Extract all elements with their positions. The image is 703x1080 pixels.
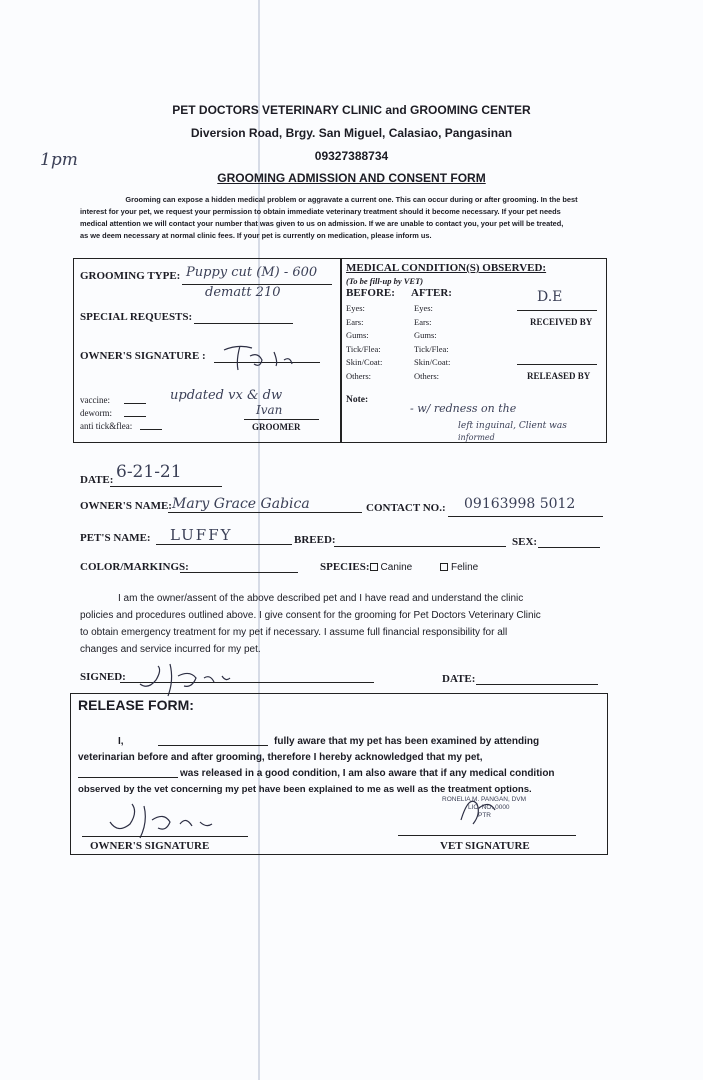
consent-date-label: DATE: [442,673,476,685]
pet-name-value[interactable]: LUFFY [170,526,233,544]
grooming-type-value[interactable]: Puppy cut (M) - 600 [186,265,318,280]
after-eyes: Eyes: [414,303,433,313]
before-skincoat: Skin/Coat: [346,357,383,367]
before-gums: Gums: [346,330,369,340]
consent-line-1: I am the owner/assent of the above described pet and I have read and understand the clinic [118,593,524,604]
sex-label: SEX: [512,536,538,548]
after-ears: Ears: [414,316,432,327]
before-eyes: Eyes: [346,303,365,313]
owner-name-line [168,512,362,513]
consent-line-4: changes and service incurred for my pet. [80,644,261,655]
feline-checkbox[interactable] [440,563,448,571]
release-title: RELEASE FORM: [78,697,194,713]
release-line-4: observed by the vet concerning my pet have been explained to me as well as the treatment options. [78,784,532,795]
note-line-2: left inguinal, Client was [458,421,567,431]
after-gums: Gums: [414,330,437,340]
canine-label: Canine [380,562,413,573]
before-label: BEFORE: [346,287,395,299]
date-value[interactable]: 6-21-21 [116,462,182,482]
owner-name-value[interactable]: Mary Grace Gabica [172,496,310,512]
signed-label: SIGNED: [80,671,126,683]
breed-field[interactable] [334,546,506,547]
release-line-1: fully aware that my pet has been examined by attending [274,736,540,747]
antitick-label: anti tick&flea: [80,421,133,431]
owner-signature-label: OWNER'S SIGNATURE : [80,350,206,362]
form-title: GROOMING ADMISSION AND CONSENT FORM [217,171,486,185]
grooming-type-value-2[interactable]: dematt 210 [205,285,281,300]
special-requests-label: SPECIAL REQUESTS: [80,311,193,323]
before-tickflea: Tick/Flea: [346,343,381,354]
received-initials: D.E [537,289,563,305]
groomer-line [244,419,319,420]
owner-name-label: OWNER'S NAME: [80,500,172,512]
after-others: Others: [414,370,440,381]
consent-line-3: to obtain emergency treatment for my pet if necessary. I assume full financial responsibility for all [80,627,508,638]
table-divider [340,258,342,443]
before-items [346,302,382,383]
date-line [110,486,222,487]
canine-checkbox[interactable] [370,563,378,571]
release-signature-scribble [96,800,226,840]
received-by-label: RECEIVED BY [530,317,593,327]
contact-line [448,516,603,517]
after-items [414,302,450,383]
intro-line-3: medical attention we will contact your number that was given to us on admission. If we are unable to contact you, your pet will be treated, [80,219,564,228]
after-label: AFTER: [411,287,452,299]
medical-title: MEDICAL CONDITION(S) OBSERVED: [346,262,547,274]
species-row [320,561,412,573]
deworm-field[interactable] [124,416,146,417]
release-line-2: veterinarian before and after grooming, therefore I hereby acknowledged that my pet, [78,752,483,763]
released-by-label: RELEASED BY [527,371,591,381]
grooming-type-label: GROOMING TYPE: [80,270,181,282]
vet-stamp-license: LIC. NO. 0000 [468,804,510,811]
consent-date-field[interactable] [476,684,598,685]
intro-line-1: Grooming can expose a hidden medical problem or aggravate a current one. This can occur during or after grooming. In the best [125,195,578,204]
sex-field[interactable] [538,547,600,548]
note-label: Note: [346,395,369,405]
pet-name-line [156,544,292,545]
vet-stamp-name: RONELIA M. PANGAN, DVM [442,796,527,803]
antitick-field[interactable] [140,429,162,430]
release-line-3: was released in a good condition, I am also aware that if any medical condition [180,768,555,779]
vet-stamp-ptr: PTR [478,812,491,819]
release-i: I, [118,736,124,747]
released-line [517,364,597,365]
contact-value[interactable]: 09163998 5012 [464,496,576,512]
pet-name-label: PET'S NAME: [80,532,151,544]
groomer-name: Ivan [256,403,283,417]
special-requests-field[interactable] [194,323,293,324]
clinic-phone: 09327388734 [314,149,389,163]
before-others: Others: [346,370,372,381]
after-tickflea: Tick/Flea: [414,343,449,354]
deworm-label: deworm: [80,408,112,418]
vet-signature-line [398,835,576,836]
intro-line-2: interest for your pet, we request your permission to obtain immediate veterinary treatment should it become necessary. If your pet needs [80,207,561,216]
breed-label: BREED: [294,534,336,546]
after-skincoat: Skin/Coat: [414,357,451,367]
owner-signature-scribble-1 [218,340,298,372]
contact-label: CONTACT NO.: [366,502,446,514]
received-line [517,310,597,311]
date-label: DATE: [80,474,114,486]
vx-note: updated vx & dw [170,388,283,403]
clinic-address: Diversion Road, Brgy. San Miguel, Calasiao, Pangasinan [190,126,513,140]
vaccine-label: vaccine: [80,395,110,405]
release-pet-name-field[interactable] [78,777,178,778]
release-owner-signature-label: OWNER'S SIGNATURE [90,840,210,852]
release-owner-signature-line [82,836,248,837]
intro-line-4: as we deem necessary at normal clinic fees. If your pet is currently on medication, please inform us. [80,231,432,240]
consent-line-2: policies and procedures outlined above. I give consent for the grooming for Pet Doctors Veterinary Clinic [80,610,541,621]
margin-note: 1pm [40,150,78,170]
vet-signature-label: VET SIGNATURE [440,840,530,852]
color-label: COLOR/MARKINGS: [80,561,189,573]
vet-signature-scribble [455,790,505,830]
release-owner-name-field[interactable] [158,745,268,746]
groomer-label: GROOMER [252,422,301,432]
vaccine-field[interactable] [124,403,146,404]
species-label: SPECIES: [320,561,370,573]
color-field[interactable] [180,572,298,573]
note-line-1: - w/ redness on the [410,402,517,415]
note-line-3: informed [458,433,495,442]
before-ears: Ears: [346,316,364,327]
clinic-name: PET DOCTORS VETERINARY CLINIC and GROOMING CENTER [172,103,531,117]
medical-subtitle: (To be fill-up by VET) [346,276,424,286]
feline-option [440,562,478,573]
feline-label: Feline [451,562,479,573]
